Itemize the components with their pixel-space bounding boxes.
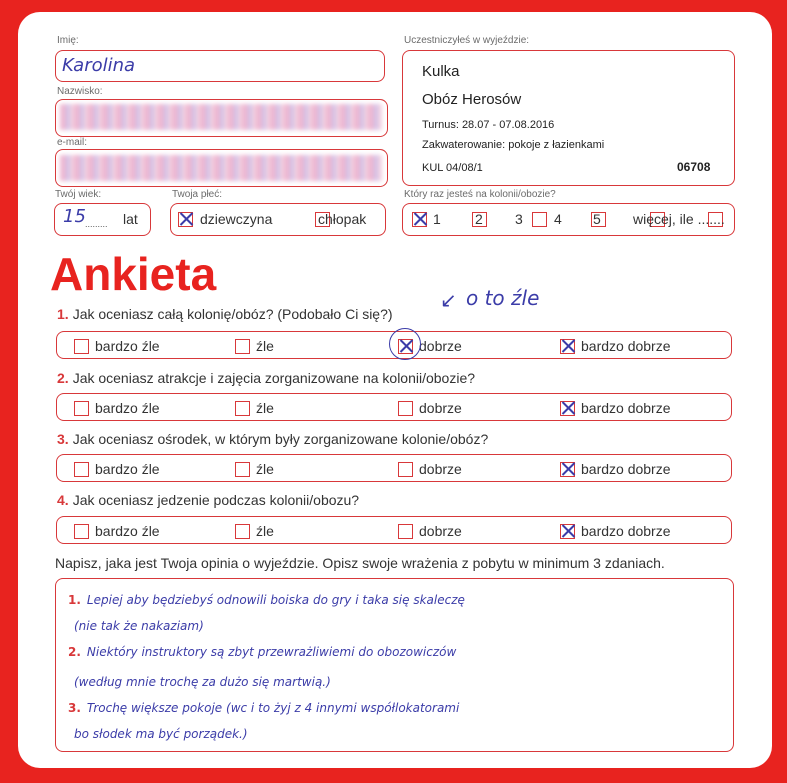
trip-line1: Kulka [422, 63, 460, 80]
question-3-num: 3. [57, 431, 69, 447]
opinion-line-1: 1. Lepiej aby będziebyś odnowili boiska do gry i taka się skaleczę [68, 593, 465, 607]
survey-title: Ankieta [50, 248, 217, 300]
question-3 [57, 431, 488, 447]
trip-number: 06708 [677, 160, 711, 174]
q3-box-1[interactable] [74, 462, 89, 477]
question-1-num: 1. [57, 306, 69, 322]
q3-box-2[interactable] [235, 462, 250, 477]
q1-option-2[interactable]: źle [235, 337, 274, 354]
question-3-text: Jak oceniasz ośrodek, w którym były zorganizowane kolonie/obóz? [72, 431, 489, 447]
opinion-line-3: 2. Niektóry instruktory są zbyt przewrażliwiemi do obozowiczów [68, 645, 457, 659]
q3-option-4[interactable]: bardzo dobrze [560, 460, 671, 477]
times-2-label: 2 [475, 211, 483, 227]
email-redacted [60, 155, 382, 181]
age-label: Twój wiek: [55, 189, 102, 200]
male-label: chłopak [318, 211, 367, 227]
surname-field[interactable] [55, 99, 388, 137]
annotation-text: o to źle [466, 286, 540, 310]
q3-option-3[interactable]: dobrze [398, 460, 462, 477]
question-4-num: 4. [57, 492, 69, 508]
times-5-label: 5 [593, 211, 601, 227]
q1-box-4[interactable] [560, 339, 575, 354]
q1-box-1[interactable] [74, 339, 89, 354]
surname-label: Nazwisko: [57, 86, 103, 97]
age-value: 15 [63, 206, 86, 227]
answer-row-4 [56, 516, 732, 544]
q1-option-3[interactable]: dobrze [398, 337, 462, 354]
times-field [402, 203, 735, 236]
q1-circle-mark [389, 328, 421, 360]
q4-option-3[interactable]: dobrze [398, 522, 462, 539]
times-more-label: więcej, ile ....... [633, 211, 725, 227]
q1-option-1[interactable]: bardzo źle [74, 337, 160, 354]
answer-row-1 [56, 331, 732, 359]
question-4-text: Jak oceniasz jedzenie podczas kolonii/obozu? [72, 492, 360, 508]
trip-turnus: Turnus: 28.07 - 07.08.2016 [422, 119, 555, 131]
q2-box-1[interactable] [74, 401, 89, 416]
age-suffix: lat [123, 211, 138, 227]
question-2-text: Jak oceniasz atrakcje i zajęcia zorganizowane na kolonii/obozie? [72, 370, 476, 386]
question-1-text: Jak oceniasz całą kolonię/obóz? (Podobało Ci się?) [72, 306, 393, 322]
q4-option-2[interactable]: źle [235, 522, 274, 539]
q2-box-4[interactable] [560, 401, 575, 416]
q4-option-4[interactable]: bardzo dobrze [560, 522, 671, 539]
question-2 [57, 370, 475, 386]
q4-option-1[interactable]: bardzo źle [74, 522, 160, 539]
q3-box-4[interactable] [560, 462, 575, 477]
name-label: Imię: [57, 35, 79, 46]
q2-option-1[interactable]: bardzo źle [74, 399, 160, 416]
participant-label: Uczestniczyłeś w wyjeździe: [404, 35, 530, 46]
times-3-checkbox[interactable] [532, 212, 547, 227]
trip-code: KUL 04/08/1 [422, 162, 483, 174]
answer-row-3 [56, 454, 732, 482]
times-label: Który raz jesteś na kolonii/obozie? [404, 189, 556, 200]
answer-row-2 [56, 393, 732, 421]
email-label: e-mail: [57, 137, 88, 148]
opinion-line-4: (według mnie trochę za dużo się martwią.) [74, 675, 331, 689]
name-field[interactable] [55, 50, 385, 82]
q4-box-1[interactable] [74, 524, 89, 539]
surname-redacted [60, 104, 382, 130]
question-2-num: 2. [57, 370, 69, 386]
q2-box-3[interactable] [398, 401, 413, 416]
q2-box-2[interactable] [235, 401, 250, 416]
age-dots: ......... [85, 219, 108, 229]
q3-option-1[interactable]: bardzo źle [74, 460, 160, 477]
q1-box-2[interactable] [235, 339, 250, 354]
times-4-label: 4 [554, 211, 562, 227]
opinion-line-6: bo słodek ma być porządek.) [74, 727, 248, 741]
opinion-line-5: 3. Trochę większe pokoje (wc i to żyj z 4 innymi współlokatorami [68, 701, 460, 715]
q3-box-3[interactable] [398, 462, 413, 477]
q2-option-4[interactable]: bardzo dobrze [560, 399, 671, 416]
female-label: dziewczyna [200, 211, 273, 227]
email-field[interactable] [55, 149, 388, 187]
age-field[interactable] [54, 203, 151, 236]
opinion-textarea[interactable] [55, 578, 734, 752]
question-1 [57, 306, 393, 322]
annotation-arrow-icon: ↙ [440, 288, 457, 312]
question-4 [57, 492, 359, 508]
q2-option-3[interactable]: dobrze [398, 399, 462, 416]
times-1-checkbox[interactable] [412, 212, 427, 227]
female-checkbox[interactable] [178, 212, 193, 227]
q4-box-3[interactable] [398, 524, 413, 539]
q4-box-4[interactable] [560, 524, 575, 539]
trip-info-box [402, 50, 735, 186]
q3-option-2[interactable]: źle [235, 460, 274, 477]
q4-box-2[interactable] [235, 524, 250, 539]
times-1-label: 1 [433, 211, 441, 227]
trip-accommodation: Zakwaterowanie: pokoje z łazienkami [422, 139, 605, 151]
gender-label: Twoja płeć: [172, 189, 223, 200]
name-value: Karolina [62, 55, 136, 76]
opinion-prompt: Napisz, jaka jest Twoja opinia o wyjeździe. Opisz swoje wrażenia z pobytu w minimum 3 zdaniach. [55, 555, 665, 571]
gender-field [170, 203, 386, 236]
opinion-line-2: (nie tak że nakaziam) [74, 619, 204, 633]
trip-line2: Obóz Herosów [422, 91, 522, 108]
q1-option-4[interactable]: bardzo dobrze [560, 337, 671, 354]
q2-option-2[interactable]: źle [235, 399, 274, 416]
times-3-label: 3 [515, 211, 523, 227]
